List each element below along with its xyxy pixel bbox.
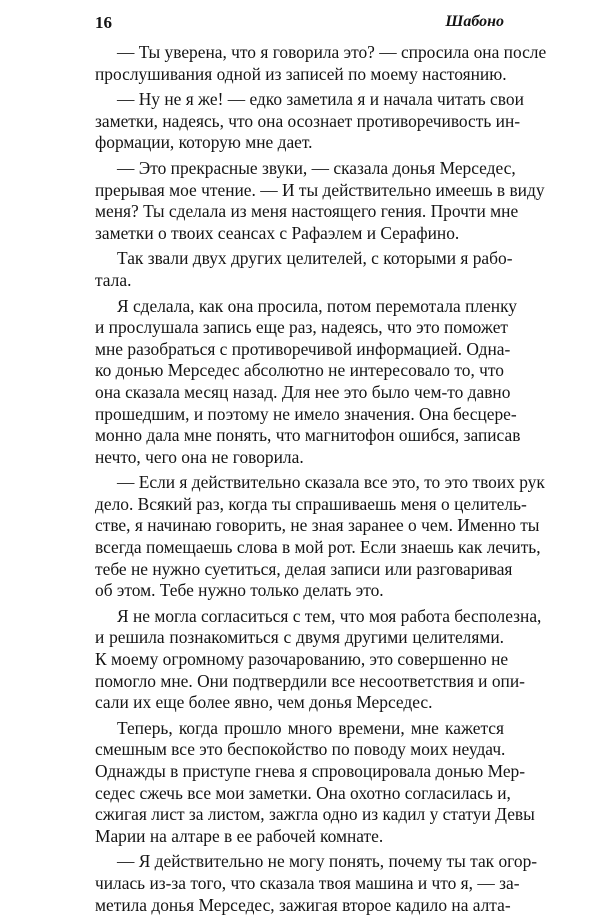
text-line: нечто, чего она не говорила.: [95, 446, 304, 467]
text-line: сали их еще более явно, чем донья Мерседес.: [95, 692, 433, 713]
text-line: тала.: [95, 269, 132, 290]
text-line: Однажды в приступе гнева я спровоцировала донью Мер-: [95, 761, 526, 781]
paragraph: [95, 605, 542, 714]
text-line: формации, которую мне дает.: [95, 132, 313, 153]
text-line: — Если я действительно сказала все это, то это твоих рук: [117, 472, 545, 493]
paragraph: [95, 89, 524, 154]
text-line: сжигая лист за листом, зажгла одно из кадил у статуи Девы: [95, 804, 535, 825]
paragraph: [95, 472, 545, 602]
paragraph: [95, 295, 521, 469]
paragraph: [95, 42, 547, 85]
text-line: заметки, надеясь, что она осознает противоречивость ин-: [95, 110, 521, 131]
text-line: — Ты уверена, что я говорила это? — спросила она после: [117, 42, 547, 62]
text-line: прерывая мое чтение. — И ты действительно имеешь в виду: [95, 179, 545, 200]
text-line: и решила познакомиться с двумя другими целителями.: [95, 627, 504, 648]
text-line: прослушивания одной из записей по моему настоянию.: [95, 63, 507, 84]
page-header: [95, 13, 504, 35]
text-line: чилась из-за того, что сказала твоя машина и что я, — за-: [95, 872, 520, 893]
text-line: мне разобраться с противоречивой информацией. Одна-: [95, 338, 511, 359]
paragraph: [95, 248, 513, 291]
text-line: Так звали двух других целителей, с которыми я рабо-: [117, 248, 513, 269]
text-line: тебе не нужно суетиться, делая записи или разговаривая: [95, 558, 513, 579]
text-line: Я сделала, как она просила, потом перемотала пленку: [117, 295, 518, 316]
text-line: смешным все это беспокойство по поводу моих неудач.: [95, 739, 506, 760]
text-line: стве, я начинаю говорить, не зная заранее о чем. Именно ты: [95, 515, 540, 536]
text-line: заметки о твоих сеансах с Рафаэлем и Серафино.: [95, 222, 460, 243]
paragraph: [95, 851, 538, 916]
text-line: меня? Ты сделала из меня настоящего гения. Прочти мне: [95, 201, 519, 222]
text-line: всегда помещаешь слова в мой рот. Если знаешь как лечить,: [95, 537, 541, 558]
text-line: прошедшим, и поэтому не имело значения. Она бесцере-: [95, 403, 517, 424]
text-line: монно дала мне понять, что магнитофон ошибся, записав: [95, 425, 521, 446]
text-line: дело. Всякий раз, когда ты спрашиваешь меня о целитель-: [95, 493, 527, 514]
text-line: Марии на алтаре в ее рабочей комнате.: [95, 825, 384, 846]
text-line: — Это прекрасные звуки, — сказала донья Мерседес,: [117, 157, 516, 178]
text-line: Я не могла согласиться с тем, что моя работа бесполезна,: [117, 605, 542, 626]
text-line: Теперь, когда прошло много времени, мне кажется: [117, 717, 504, 738]
text-line: — Я действительно не могу понять, почему ты так огор-: [117, 851, 538, 872]
text-line: и прослушала запись еще раз, надеясь, что это поможет: [95, 317, 509, 338]
text-line: об этом. Тебе нужно только делать это.: [95, 580, 384, 601]
text-line: — Ну не я же! — едко заметила я и начала читать свои: [117, 89, 524, 110]
running-title: Шабоно: [445, 13, 504, 30]
body-text: [95, 42, 547, 916]
text-line: метила донья Мерседес, зажигая второе кадило на алта-: [95, 894, 511, 915]
paragraph: [95, 157, 545, 244]
text-line: ко донью Мерседес абсолютно не интересовало то, что: [95, 360, 504, 381]
text-line: К моему огромному разочарованию, это совершенно не: [95, 649, 509, 670]
paragraph: [95, 717, 535, 848]
text-line: седес сжечь все мои заметки. Она охотно согласилась и,: [95, 782, 511, 803]
page-number: 16: [95, 13, 112, 32]
text-line: помогло мне. Они подтвердили все несоответствия и опи-: [95, 670, 525, 691]
text-line: она сказала месяц назад. Для нее это было чем-то давно: [95, 381, 511, 402]
